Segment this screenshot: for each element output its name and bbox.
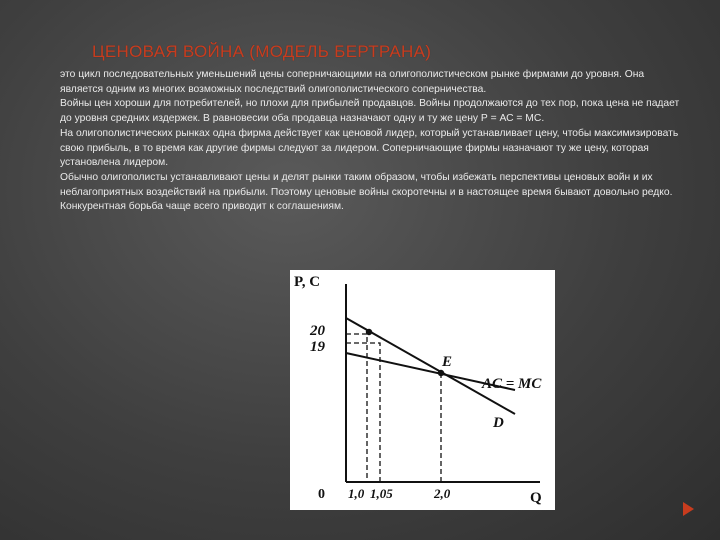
origin-label: 0	[318, 487, 325, 502]
y-tick-label: 19	[310, 339, 325, 355]
bertrand-chart	[290, 270, 555, 510]
x-tick-label: 1,05	[370, 486, 393, 501]
slide-title: ЦЕНОВАЯ ВОЙНА (МОДЕЛЬ БЕРТРАНА)	[92, 42, 432, 61]
x-tick-label: 2,0	[434, 486, 451, 501]
y-tick-label: 20	[310, 323, 325, 339]
demand-point	[366, 329, 372, 335]
equilibrium-label: E	[442, 354, 453, 370]
y-axis-label: P, C	[294, 274, 321, 290]
next-slide-arrow-icon[interactable]	[683, 502, 694, 516]
x-tick-label: 1,0	[348, 486, 365, 501]
paragraph-1: это цикл последовательных уменьшений цены соперничающими на олигополистическом рынке фирмами до уровня. Она является одним из многих возможных последствий олигополистического соперничества.	[60, 69, 645, 95]
paragraph-2: Войны цен хороши для потребителей, но плохи для прибылей продавцов. Войны продолжаются до тех пор, пока цена не падает до уровня средних издержек. В равновесии оба продавца назначают одну и ту же цену Р = АС = МС.	[60, 98, 680, 125]
paragraph-3: На олигополистических рынках одна фирма действует как ценовой лидер, который устанавливает цену, чтобы максимизировать свою прибыль, в то время как другие фирмы следуют за лидером. Соперничающие фирмы назначают ту же цену, которая установлена лидером.	[60, 127, 679, 169]
chart-svg	[290, 270, 555, 510]
guide-lines-2	[346, 343, 380, 482]
x-axis-label: Q	[530, 490, 542, 506]
equilibrium-point	[438, 370, 444, 376]
demand-label: D	[493, 415, 504, 431]
ac-mc-label: AC = MC	[482, 376, 542, 392]
body-text	[60, 68, 680, 215]
paragraph-4: Обычно олигополисты устанавливают цены и делят рынки таким образом, чтобы избежать перспективы ценовых войн и их неблагоприятных воздействий на прибыли. Поэтому ценовые войны скоротечны и в настоящее время бывают довольно редко. Конкурентная борьба чаще всего приводит к соглашениям.	[60, 171, 673, 213]
